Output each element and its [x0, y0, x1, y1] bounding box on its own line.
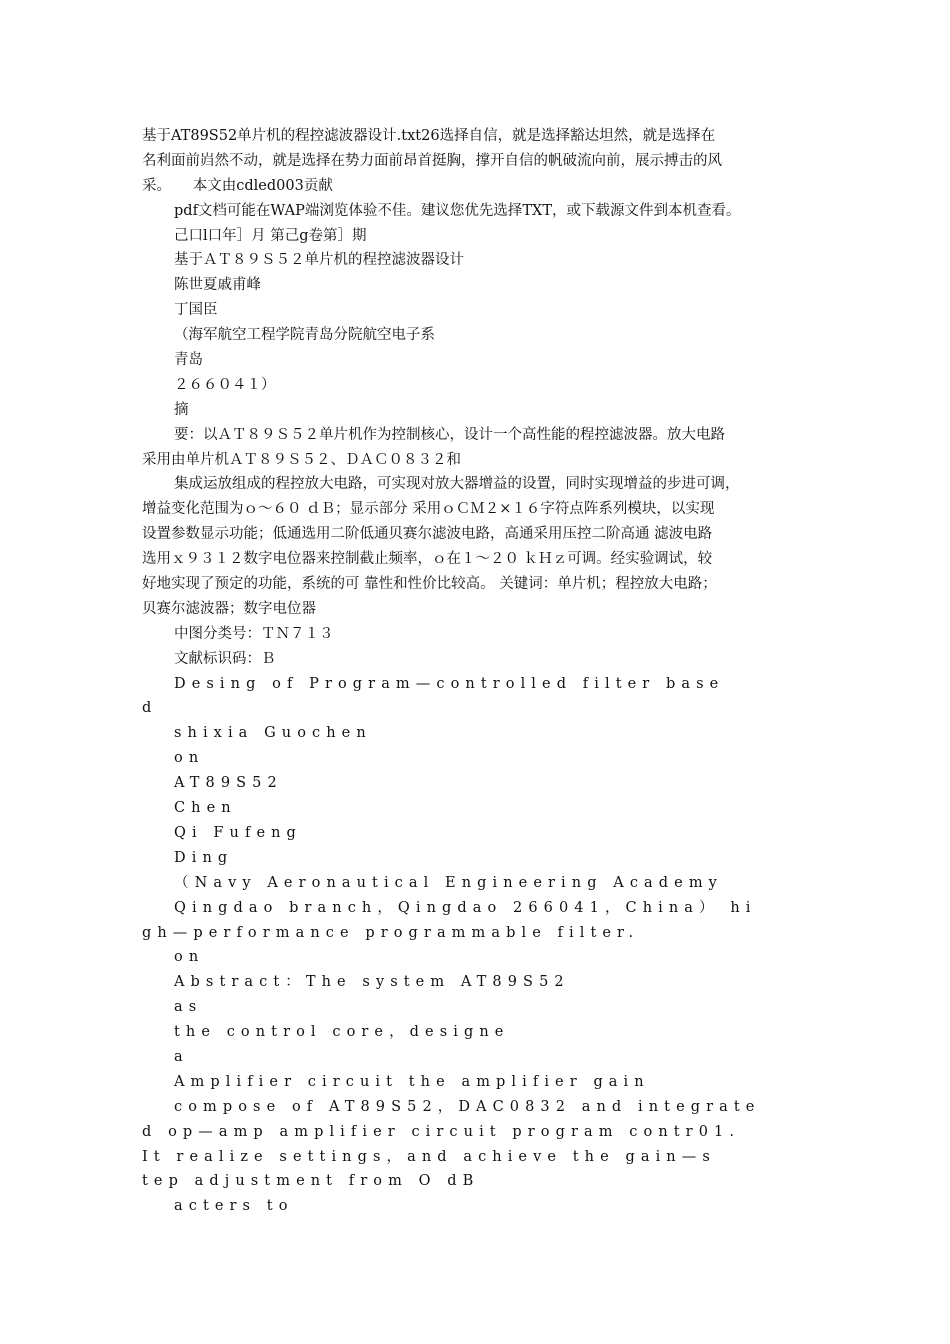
english-title-line: d [142, 700, 158, 717]
english-abstract-line: a [174, 1048, 189, 1065]
english-abstract-line: acters to [174, 1198, 294, 1215]
affiliation-line: 青岛 [174, 352, 203, 369]
affiliation-line: ２６６０４１） [174, 376, 276, 393]
english-abstract-line: d op—amp amplifier circuit program contr01. [142, 1123, 741, 1140]
english-author-line: Chen [174, 800, 237, 817]
english-text-line: AT89S52 [174, 775, 283, 792]
document-code-line: 文献标识码：Ｂ [174, 650, 276, 667]
article-title: 基于ＡＴ８９Ｓ５２单片机的程控滤波器设计 [174, 252, 464, 269]
abstract-line: 要：以ＡＴ８９Ｓ５２单片机作为控制核心，设计一个高性能的程控滤波器。放大电路 [174, 426, 725, 443]
abstract-line: 设置参数显示功能；低通选用二阶低通贝赛尔滤波电路，高通采用压控二阶高通 滤波电路 [142, 526, 713, 543]
english-author-line: Ding [174, 849, 234, 866]
abstract-line: 采用由单片机ＡＴ８９Ｓ５２、ＤＡＣ０８３２和 [142, 451, 461, 468]
abstract-line: 好地实现了预定的功能，系统的可 靠性和性价比较高。 关键词：单片机；程控放大电路； [142, 576, 717, 593]
abstract-heading: 摘 [174, 401, 189, 418]
english-abstract-line: Abstract：The system AT89S52 [174, 974, 570, 991]
text-line: 基于AT89S52单片机的程控滤波器设计.txt26选择自信，就是选择豁达坦然，就是选择在 [142, 128, 716, 144]
document-page [142, 124, 812, 1219]
journal-issue-line: 己口l口年］月 第己g卷第］期 [174, 227, 367, 244]
english-text-line: on [174, 949, 205, 966]
english-abstract-line: tep adjustment from O dB [142, 1173, 480, 1190]
english-abstract-line: as [174, 999, 203, 1016]
abstract-line: 增益变化范围为ｏ～６０ ｄＢ；显示部分 采用ｏＣＭ２×１６字符点阵系列模块，以实现 [142, 501, 715, 518]
english-affiliation-line: （Navy Aeronautical Engineering Academy [174, 874, 723, 891]
author-line: 丁国臣 [174, 302, 218, 319]
keywords-line: 贝赛尔滤波器；数字电位器 [142, 600, 316, 617]
classification-line: 中图分类号：ＴＮ７１３ [174, 625, 334, 642]
english-abstract-line: the control core，designe [174, 1024, 510, 1041]
author-line: 陈世夏戚甫峰 [174, 277, 261, 294]
english-abstract-line: compose of AT89S52，DAC0832 and integrate [174, 1098, 761, 1115]
english-text-line: on [174, 750, 205, 767]
english-title-line: Desing of Program—controlled filter base [174, 675, 725, 692]
abstract-line: 集成运放组成的程控放大电路，可实现对放大器增益的设置，同时实现增益的步进可调， [174, 476, 740, 493]
abstract-line: 选用ｘ９３１２数字电位器来控制截止频率，ｏ在１～２０ ｋＨｚ可调。经实验调试，较 [142, 551, 713, 568]
text-line: 采。 本文由cdled003贡献 [142, 177, 333, 194]
text-line: 名利面前岿然不动，就是选择在势力面前昂首挺胸，撑开自信的帆破流向前，展示搏击的风 [142, 152, 722, 169]
english-author-line: shixia Guochen [174, 725, 372, 742]
english-affiliation-line: Qingdao branch，Qingdao 266041，China） hi [174, 899, 757, 916]
text-line: pdf文档可能在WAP端浏览体验不佳。建议您优先选择TXT，或下载源文件到本机查看。 [174, 202, 741, 219]
english-abstract-line: It realize settings，and achieve the gain—s [142, 1148, 716, 1165]
affiliation-line: （海军航空工程学院青岛分院航空电子系 [174, 327, 435, 344]
english-text-line: gh—performance programmable filter. [142, 924, 640, 941]
english-author-line: Qi Fufeng [174, 824, 302, 841]
english-abstract-line: Amplifier circuit the amplifier gain [174, 1073, 650, 1090]
